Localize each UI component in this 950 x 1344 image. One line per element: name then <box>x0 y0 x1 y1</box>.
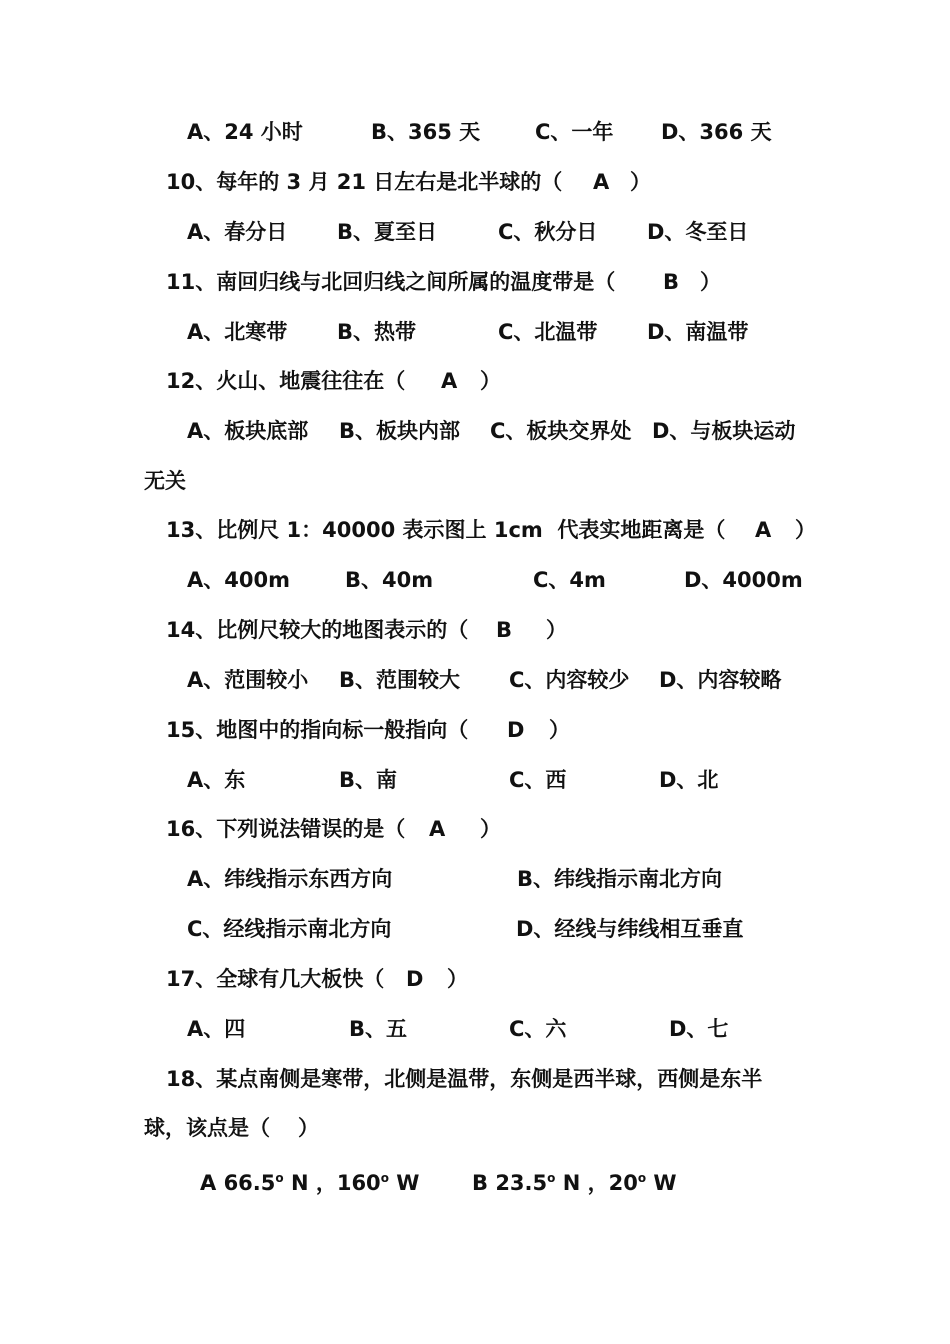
q10-stem: 10、每年的 3 月 21 日左右是北半球的（ <box>166 170 563 194</box>
q15-option-c: C、西 <box>509 768 567 792</box>
q14-option-a: A、范围较小 <box>187 668 309 692</box>
degree-symbol: o <box>380 1171 389 1185</box>
q17-answer: D <box>406 967 424 991</box>
q18-option-b <box>472 1163 677 1198</box>
q12-option-d: D、与板块运动 <box>652 419 796 443</box>
q17-option-a: A、四 <box>187 1017 246 1041</box>
q13-option-a: A、400m <box>187 568 290 592</box>
q15-close: ） <box>549 718 570 742</box>
q18-option-b-lon: N ，20 <box>555 1171 638 1195</box>
q11-option-c: C、北温带 <box>498 320 598 344</box>
q11-stem: 11、南回归线与北回归线之间所属的温度带是（ <box>166 270 616 294</box>
degree-symbol: o <box>637 1171 647 1185</box>
q11-option-d: D、南温带 <box>647 320 749 344</box>
q18-option-a-lat: A 66.5 <box>200 1171 276 1195</box>
q13-option-c: C、4m <box>533 568 606 592</box>
q15-option-a: A、东 <box>187 768 246 792</box>
q12-answer: A <box>441 369 458 393</box>
q17-stem: 17、全球有几大板快（ <box>166 967 385 991</box>
q9-option-a: A、24 小时 <box>187 120 303 144</box>
q17-option-b: B、五 <box>349 1017 408 1041</box>
q18-stem: 18、某点南侧是寒带，北侧是温带，东侧是西半球，西侧是东半 <box>166 1067 763 1091</box>
q18-option-b-lat: B 23.5 <box>472 1171 548 1195</box>
q13-stem: 13、比例尺 1：40000 表示图上 1cm 代表实地距离是（ <box>166 518 726 542</box>
q15-option-b: B、南 <box>339 768 398 792</box>
q15-option-d: D、北 <box>659 768 719 792</box>
q12-option-c: C、板块交界处 <box>490 419 632 443</box>
q13-close: ） <box>795 518 816 542</box>
q10-answer: A <box>593 170 610 194</box>
q18-stem-wrap: 球，该点是（ <box>144 1116 270 1140</box>
q14-option-c: C、内容较少 <box>509 668 630 692</box>
q9-option-c: C、一年 <box>535 120 614 144</box>
q16-answer: A <box>429 817 446 841</box>
degree-symbol: o <box>547 1171 556 1185</box>
q18-option-a-dir: W <box>388 1171 420 1195</box>
q15-answer: D <box>507 718 525 742</box>
q14-stem: 14、比例尺较大的地图表示的（ <box>166 618 469 642</box>
q9-option-b: B、365 天 <box>371 120 481 144</box>
q14-option-d: D、内容较略 <box>659 668 782 692</box>
q18-option-a-lon: N ，160 <box>283 1171 381 1195</box>
q11-option-a: A、北寒带 <box>187 320 288 344</box>
q9-option-d: D、366 天 <box>661 120 772 144</box>
q14-close: ） <box>546 618 567 642</box>
q10-close: ） <box>630 170 651 194</box>
q12-stem: 12、火山、地震往往在（ <box>166 369 406 393</box>
q15-stem: 15、地图中的指向标一般指向（ <box>166 718 469 742</box>
q16-close: ） <box>480 817 501 841</box>
q14-answer: B <box>496 618 513 642</box>
q10-option-c: C、秋分日 <box>498 220 598 244</box>
q16-option-d: D、经线与纬线相互垂直 <box>516 917 744 941</box>
q17-close: ） <box>447 967 468 991</box>
q10-option-a: A、春分日 <box>187 220 288 244</box>
q11-option-b: B、热带 <box>337 320 417 344</box>
q13-option-d: D、4000m <box>684 568 803 592</box>
q12-option-a: A、板块底部 <box>187 419 309 443</box>
q16-option-b: B、纬线指示南北方向 <box>517 867 723 891</box>
q10-option-b: B、夏至日 <box>337 220 438 244</box>
q10-option-d: D、冬至日 <box>647 220 749 244</box>
q14-option-b: B、范围较大 <box>339 668 461 692</box>
q17-option-c: C、六 <box>509 1017 567 1041</box>
q18-option-b-dir: W <box>646 1171 677 1195</box>
q18-option-a <box>200 1163 419 1198</box>
q11-close: ） <box>700 270 721 294</box>
q12-option-d-wrap: 无关 <box>144 469 186 493</box>
degree-symbol: o <box>275 1171 284 1185</box>
q12-close: ） <box>480 369 501 393</box>
q18-close: ） <box>298 1116 319 1140</box>
q12-option-b: B、板块内部 <box>339 419 461 443</box>
q16-stem: 16、下列说法错误的是（ <box>166 817 406 841</box>
q16-option-c: C、经线指示南北方向 <box>187 917 392 941</box>
q13-option-b: B、40m <box>345 568 434 592</box>
q13-answer: A <box>755 518 772 542</box>
q17-option-d: D、七 <box>669 1017 729 1041</box>
q16-option-a: A、纬线指示东西方向 <box>187 867 393 891</box>
q11-answer: B <box>663 270 680 294</box>
